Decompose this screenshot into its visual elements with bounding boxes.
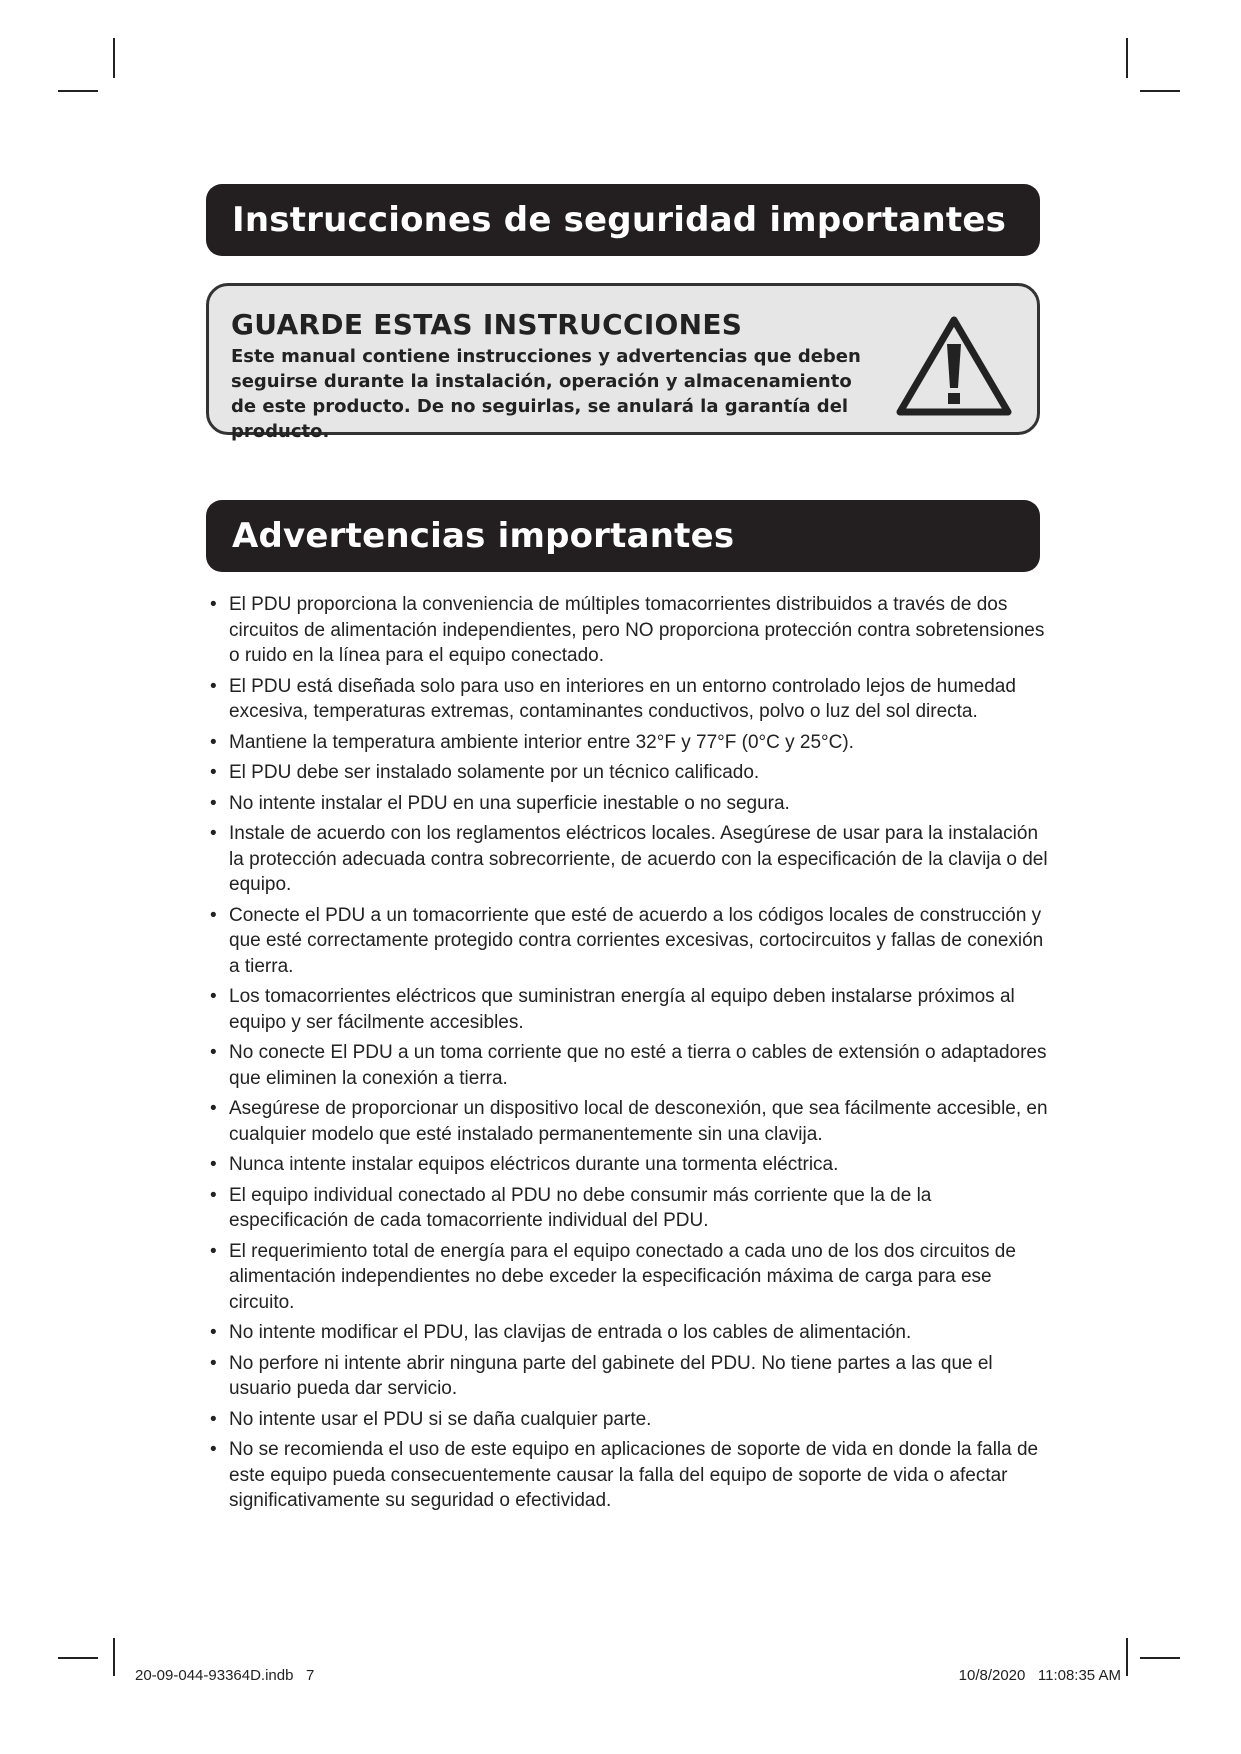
- save-instructions-text: Este manual contiene instrucciones y advertencias que deben seguirse durante la instalación, operación y almacenamiento de este producto. De no seguirlas, se anulará la garantía del producto.: [231, 346, 861, 442]
- list-item: • Los tomacorrientes eléctricos que suministran energía al equipo deben instalarse próximos al equipo y ser fácilmente accesibles.: [210, 986, 1015, 1033]
- save-instructions-box: [206, 283, 1040, 442]
- warning-text: Nunca intente instalar equipos eléctricos durante una tormenta eléctrica.: [229, 1154, 839, 1175]
- warning-text: No intente modificar el PDU, las clavijas de entrada o los cables de alimentación.: [229, 1322, 912, 1343]
- crop-mark-bottom-right-horizontal: [1140, 1657, 1180, 1659]
- warning-text: Conecte el PDU a un tomacorriente que esté de acuerdo a los códigos locales de construcción y que esté correctamente protegido contra corrientes excesivas, cortocircuitos y fallas de conexión a tierra.: [229, 904, 1044, 977]
- warning-text: No se recomienda el uso de este equipo en aplicaciones de soporte de vida en donde la falla de este equipo pueda consecuentemente causar la falla del equipo de soporte de vida o afectar significativamente su seguridad o efectividad.: [229, 1439, 1039, 1511]
- warning-text: Los tomacorrientes eléctricos que suministran energía al equipo deben instalarse próximos al equipo y ser fácilmente accesibles.: [229, 986, 1015, 1033]
- crop-mark-top-left-horizontal: [58, 90, 98, 92]
- save-instructions-title: GUARDE ESTAS INSTRUCCIONES: [231, 308, 743, 341]
- warning-text: No intente usar el PDU si se daña cualquier parte.: [229, 1408, 652, 1430]
- list-item: • No intente usar el PDU si se daña cualquier parte.: [210, 1408, 652, 1430]
- warning-text: El equipo individual conectado al PDU no debe consumir más corriente que la de la especificación de cada tomacorriente individual del PDU.: [229, 1184, 932, 1231]
- list-item: • Mantiene la temperatura ambiente interior entre 32°F y 77°F (0°C y 25°C).: [210, 731, 854, 753]
- safety-instructions-heading: [206, 184, 1040, 256]
- list-item: • No perfore ni intente abrir ninguna parte del gabinete del PDU. No tiene partes a las que el usuario pueda dar servicio.: [210, 1352, 993, 1399]
- warning-text: El requerimiento total de energía para el equipo conectado a cada uno de los dos circuitos de alimentación independientes no debe exceder la especificación máxima de carga para ese circuito.: [229, 1240, 1016, 1313]
- footer-file-name: 20-09-044-93364D.indb 7: [135, 1667, 315, 1684]
- warning-triangle-icon: [894, 314, 1014, 418]
- list-item: • El PDU está diseñada solo para uso en interiores en un entorno controlado lejos de humedad excesiva, temperaturas extremas, contaminantes conductivos, polvo o luz del sol directa.: [210, 675, 1016, 722]
- crop-mark-top-left-vertical: [113, 38, 115, 78]
- safety-instructions-title: Instrucciones de seguridad importantes: [232, 200, 1007, 240]
- warning-text: El PDU debe ser instalado solamente por un técnico calificado.: [229, 762, 760, 783]
- list-item: • El PDU debe ser instalado solamente por un técnico calificado.: [210, 762, 760, 783]
- warnings-list: [210, 592, 1050, 1519]
- crop-mark-top-right-vertical: [1126, 38, 1128, 78]
- crop-mark-bottom-left-horizontal: [58, 1657, 98, 1659]
- list-item: • Asegúrese de proporcionar un dispositivo local de desconexión, que sea fácilmente accesible, en cualquier modelo que esté instalado permanentemente sin una clavija.: [210, 1098, 1048, 1145]
- footer-timestamp: 10/8/2020 11:08:35 AM: [958, 1667, 1121, 1684]
- warning-text: No conecte El PDU a un toma corriente que no esté a tierra o cables de extensión o adaptadores que eliminen la conexión a tierra.: [229, 1042, 1047, 1089]
- warning-text: Asegúrese de proporcionar un dispositivo local de desconexión, que sea fácilmente accesible, en cualquier modelo que esté instalado permanentemente sin una clavija.: [229, 1098, 1048, 1145]
- warning-text: Mantiene la temperatura ambiente interior entre 32°F y 77°F (0°C y 25°C).: [229, 731, 854, 753]
- list-item: • Conecte el PDU a un tomacorriente que esté de acuerdo a los códigos locales de construcción y que esté correctamente protegido contra corrientes excesivas, cortocircuitos y fallas de conexión a tierra.: [210, 904, 1044, 977]
- warning-text: Instale de acuerdo con los reglamentos eléctricos locales. Asegúrese de usar para la instalación la protección adecuada contra sobrecorriente, de acuerdo con la especificación de la clavija o del equipo.: [229, 823, 1048, 895]
- warning-text: El PDU proporciona la conveniencia de múltiples tomacorrientes distribuidos a través de dos circuitos de alimentación independientes, pero NO proporciona protección contra sobretensiones o ruido en la línea para el equipo conectado.: [229, 594, 1045, 666]
- warning-text: No perfore ni intente abrir ninguna parte del gabinete del PDU. No tiene partes a las que el usuario pueda dar servicio.: [229, 1352, 993, 1399]
- list-item: • Instale de acuerdo con los reglamentos eléctricos locales. Asegúrese de usar para la instalación la protección adecuada contra sobrecorriente, de acuerdo con la especificación de la clavija o del equipo.: [210, 823, 1048, 895]
- crop-mark-bottom-left-vertical: [113, 1638, 115, 1676]
- list-item: • No conecte El PDU a un toma corriente que no esté a tierra o cables de extensión o adaptadores que eliminen la conexión a tierra.: [210, 1042, 1047, 1089]
- list-item: • Nunca intente instalar equipos eléctricos durante una tormenta eléctrica.: [210, 1154, 839, 1175]
- warning-text: No intente instalar el PDU en una superficie inestable o no segura.: [229, 792, 790, 814]
- important-warnings-heading: [206, 500, 1040, 572]
- important-warnings-title: Advertencias importantes: [232, 516, 735, 556]
- list-item: • El PDU proporciona la conveniencia de múltiples tomacorrientes distribuidos a través de dos circuitos de alimentación independientes, pero NO proporciona protección contra sobretensiones o ruido en la línea para el equipo conectado.: [210, 594, 1045, 666]
- list-item: • El requerimiento total de energía para el equipo conectado a cada uno de los dos circuitos de alimentación independientes no debe exceder la especificación máxima de carga para ese circuito.: [210, 1240, 1016, 1313]
- list-item: • No intente instalar el PDU en una superficie inestable o no segura.: [210, 792, 790, 814]
- list-item: • El equipo individual conectado al PDU no debe consumir más corriente que la de la especificación de cada tomacorriente individual del PDU.: [210, 1184, 932, 1231]
- list-item: • No se recomienda el uso de este equipo en aplicaciones de soporte de vida en donde la falla de este equipo pueda consecuentemente causar la falla del equipo de soporte de vida o afectar significativamente su seguridad o efectividad.: [210, 1439, 1039, 1511]
- crop-mark-bottom-right-vertical: [1126, 1638, 1128, 1676]
- crop-mark-top-right-horizontal: [1140, 90, 1180, 92]
- list-item: • No intente modificar el PDU, las clavijas de entrada o los cables de alimentación.: [210, 1322, 912, 1343]
- warning-text: El PDU está diseñada solo para uso en interiores en un entorno controlado lejos de humedad excesiva, temperaturas extremas, contaminantes conductivos, polvo o luz del sol directa.: [229, 675, 1016, 722]
